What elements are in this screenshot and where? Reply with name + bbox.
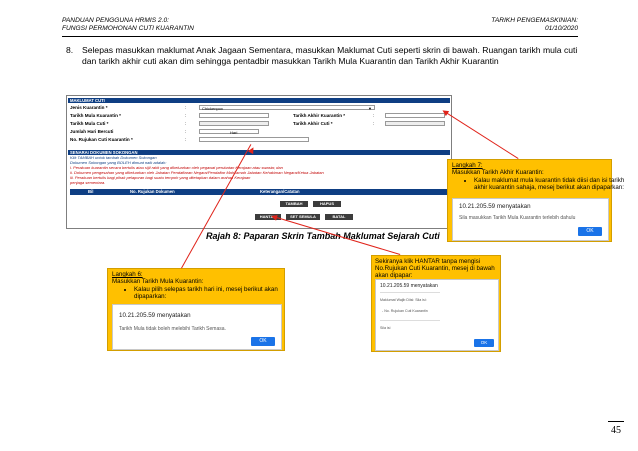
dokumen-note: i. Perakuan kuarantin secara bertulis atau sijil rakit yang dikeluarkan oleh pegawai perubatan Kerajaan atau swasta; dan: [70, 165, 283, 170]
dokumen-note: penjaga sementara.: [70, 180, 106, 185]
colon: :: [185, 113, 187, 118]
tarikh-akhir-kuarantin-input[interactable]: [385, 113, 445, 118]
tarikh-mula-kuarantin-label: Tarikh Mula Kuarantin *: [70, 113, 121, 118]
callout-step7-subtitle: Masukkan Tarikh Akhir Kuarantin:: [452, 169, 544, 177]
dialog-host: 10.21.205.59 menyatakan: [459, 203, 531, 210]
doc-header-title: PANDUAN PENGGUNA HRMIS 2.0:: [62, 17, 169, 24]
jumlah-hari-input[interactable]: [199, 129, 259, 134]
tarikh-mula-kuarantin-input[interactable]: [199, 113, 269, 118]
tarikh-akhir-cuti-input[interactable]: [385, 121, 445, 126]
chevron-down-icon: ▼: [368, 106, 372, 111]
dialog-ok-button[interactable]: OK: [251, 337, 275, 346]
callout-step6-bullet: • Kalau pilih selepas tarikh hari ini, mesej berikut akan dipaparkan:: [134, 286, 300, 300]
section-header-maklumat-cuti: MAKLUMAT CUTI: [68, 98, 450, 103]
jumlah-hari-unit: Hari: [230, 130, 238, 135]
callout-step7-title: Langkah 7:: [452, 162, 483, 169]
header-divider: [62, 36, 578, 37]
tambah-button[interactable]: TAMBAH: [280, 201, 308, 207]
col-bil: Bil: [88, 189, 94, 194]
doc-header-date-label: TARIKH PENGEMASKINIAN:: [491, 17, 578, 24]
callout-step7-bullet: • Kalau maklumat mula kuarantin tidak diisi dan isi tarikh akhir kuarantin sahaja, mesej berikut akan dipaparkan:: [474, 177, 626, 191]
dialog-ok-button[interactable]: OK: [474, 339, 494, 347]
hapus-button[interactable]: HAPUS: [313, 201, 341, 207]
figure-caption: Rajah 8: Paparan Skrin Tambah Maklumat Sejarah Cuti: [206, 231, 440, 241]
tarikh-akhir-cuti-label: Tarikh Akhir Cuti *: [293, 121, 333, 126]
hantar-button[interactable]: HANTAR: [255, 214, 281, 220]
dialog-line: Maklumat Wajib Diisi: Sila isi:: [380, 298, 427, 302]
dialog-host: 10.21.205.59 menyatakan: [380, 283, 438, 289]
arrow-step7-line: [444, 111, 519, 159]
footer-rule: [608, 421, 624, 422]
dokumen-note: ii. Dokumen pengesahan yang dikeluarkan oleh Jabatan Pendaftaran Negara/Pendaftar Mahkamah Jabatan Kehakiman Negara/Ketua Jabatan: [70, 170, 324, 175]
step-text: Selepas masukkan maklumat Anak Jagaan Sementara, masukkan Maklumat Cuti seperti skrin di bawah. Ruangan tarikh mula cuti dan tarikh akhir cuti akan dim sehingga pentadbir masukkan Tarikh Mula Kuarantin dan Tarikh Akhir Kuarantin: [82, 45, 578, 66]
callout-step7-list: [452, 177, 626, 191]
doc-header-left: [62, 17, 194, 33]
dokumen-note: Dokumen Sokongan yang BOLEH dimuat naik adalah:: [70, 160, 167, 165]
section-header-dokumen: SENARAI DOKUMEN SOKONGAN: [68, 150, 450, 155]
no-rujukan-input[interactable]: [199, 137, 309, 142]
callout-hantar-text: Sekiranya klik HANTAR tanpa mengisi No.Rujukan Cuti Kuarantin, mesej di bawah akan dipapar:: [375, 258, 495, 280]
dialog-message: Sila masukkan Tarikh Mula Kuarantin terlebih dahulu: [459, 215, 576, 221]
col-keterangan: Keterangan/Catatan: [260, 189, 300, 194]
dialog-ok-button[interactable]: OK: [578, 227, 602, 236]
colon: :: [373, 113, 375, 118]
leave-form-screenshot: [66, 95, 452, 229]
colon: :: [185, 137, 187, 142]
callout-step6-list: [112, 286, 300, 300]
dokumen-note: Klik TAMBAH untuk tambah Dokumen Sokongan: [70, 155, 157, 160]
set-semula-button[interactable]: SET SEMULA: [286, 214, 320, 220]
dialog-divider: [380, 320, 440, 321]
alert-dialog-hantar: [375, 279, 499, 351]
alert-dialog-step6: [112, 304, 282, 350]
jenis-kuarantin-value: Chickenpox: [202, 106, 223, 111]
jenis-kuarantin-label: Jenis Kuarantin *: [70, 105, 108, 110]
dialog-line: Sila isi: [380, 326, 391, 330]
dialog-message: Tarikh Mula tidak boleh melebihi Tarikh Semasa.: [119, 326, 226, 332]
callout-step6-subtitle: Masukkan Tarikh Mula Kuarantin:: [112, 278, 204, 286]
dialog-line: - No. Rujukan Cuti Kuarantin: [382, 309, 428, 313]
colon: :: [185, 121, 187, 126]
doc-header-subtitle: FUNGSI PERMOHONAN CUTI KUARANTIN: [62, 25, 194, 32]
colon: :: [373, 121, 375, 126]
jumlah-hari-label: Jumlah Hari Bercuti: [70, 129, 114, 134]
callout-step7: [447, 159, 625, 242]
tarikh-mula-cuti-input[interactable]: [199, 121, 269, 126]
col-no-rujukan: No. Rujukan Dokumen: [130, 189, 175, 194]
colon: :: [185, 105, 187, 110]
dokumen-table-header: [70, 189, 448, 195]
no-rujukan-label: No. Rujukan Cuti Kuarantin *: [70, 137, 133, 142]
callout-step6-title: Langkah 6:: [112, 271, 143, 278]
callout-hantar: [371, 255, 501, 352]
callout-step6: [107, 268, 285, 351]
jenis-kuarantin-select[interactable]: [199, 105, 375, 110]
tarikh-akhir-kuarantin-label: Tarikh Akhir Kuarantin *: [293, 113, 346, 118]
batal-button[interactable]: BATAL: [325, 214, 353, 220]
alert-dialog-step7: [452, 198, 609, 241]
colon: :: [185, 129, 187, 134]
doc-header-date: 01/10/2020: [544, 25, 578, 32]
doc-header-right: [491, 17, 578, 33]
dialog-divider: [380, 292, 440, 293]
dialog-host: 10.21.205.59 menyatakan: [119, 312, 191, 319]
step-number: 8.: [66, 45, 74, 55]
page-number: 45: [611, 425, 621, 436]
dokumen-note: iii. Perakuan bertulis bagi pihak pelaporan bagi suatu tempoh yang ditetapkan dalam arahan Kerajaan: [70, 175, 251, 180]
tarikh-mula-cuti-label: Tarikh Mula Cuti *: [70, 121, 109, 126]
